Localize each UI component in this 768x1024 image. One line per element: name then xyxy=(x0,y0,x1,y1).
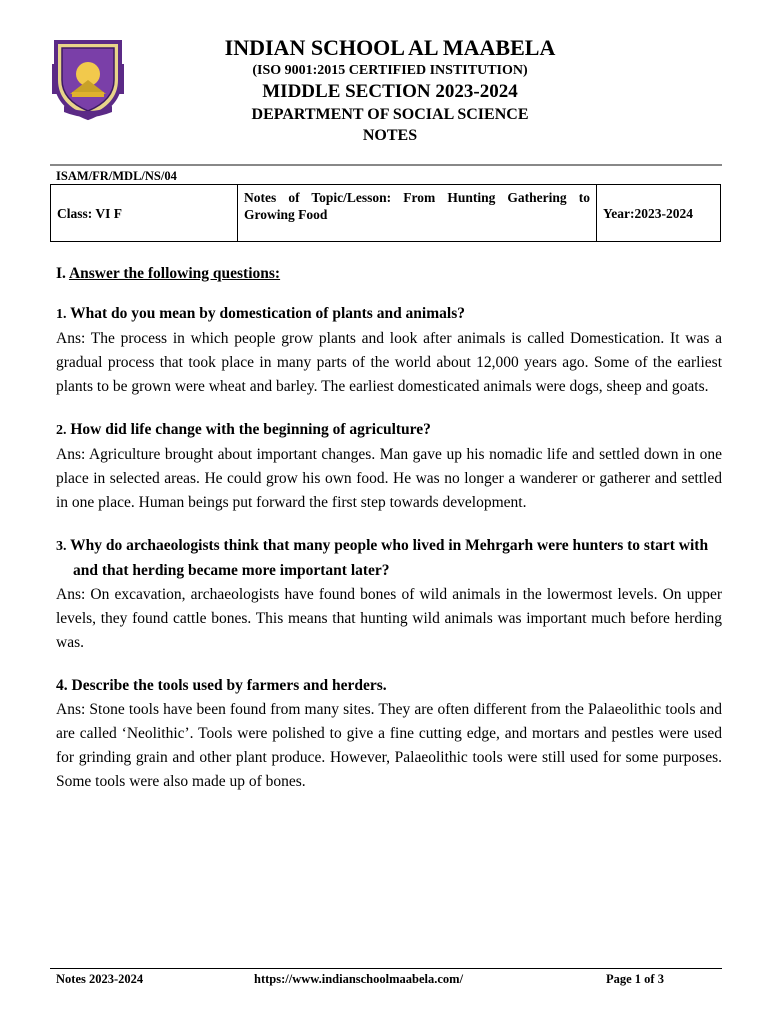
question-number: 1. xyxy=(56,307,67,322)
school-name: INDIAN SCHOOL AL MAABELA xyxy=(224,35,556,60)
topic-cell: Notes of Topic/Lesson: From Hunting Gathering to Growing Food xyxy=(238,185,597,242)
info-table xyxy=(50,184,721,242)
question-4 xyxy=(56,674,722,698)
year-cell: Year:2023-2024 xyxy=(597,185,721,242)
answer-4: Ans: Stone tools have been found from many sites. They are often different from the Palaeolithic tools and are called ‘Neolithic’. Tools were polished to give a fine cutting edge, and mortars and pestles were used for grinding grain and other plant produce. However, Palaeolithic tools were still used for some purposes. Some tools were also made up of bones. xyxy=(56,701,722,790)
school-crest-icon xyxy=(50,36,126,122)
question-2 xyxy=(56,418,722,443)
form-code: ISAM/FR/MDL/NS/04 xyxy=(56,169,177,183)
question-number: 4. xyxy=(56,677,68,694)
question-number: 3. xyxy=(56,539,67,554)
question-text: What do you mean by domestication of plants and animals? xyxy=(70,305,465,322)
answer-1: Ans: The process in which people grow plants and look after animals is called Domestication. It was a gradual process that took place in many parts of the world about 12,000 years ago. Some of the earliest plants to be grown were wheat and barley. The earliest domesticated animals were dogs, sheep and goats. xyxy=(56,330,722,395)
class-cell: Class: VI F xyxy=(51,185,238,242)
section-title: MIDDLE SECTION 2023-2024 xyxy=(262,81,518,102)
question-text: Describe the tools used by farmers and herders. xyxy=(71,677,387,694)
section-heading-text: Answer the following questions: xyxy=(68,265,281,282)
doc-type-title: NOTES xyxy=(362,127,418,144)
answer-3: Ans: On excavation, archaeologists have found bones of wild animals in the lowermost levels. On upper levels, they found cattle bones. This means that hunting wild animals was important much before herding was. xyxy=(56,586,722,651)
document-header xyxy=(160,34,620,146)
footer-page-number: Page 1 of 3 xyxy=(606,972,664,986)
question-number: 2. xyxy=(56,423,67,438)
footer-notes-year: Notes 2023-2024 xyxy=(56,972,144,986)
section-heading xyxy=(56,262,722,286)
question-1 xyxy=(56,302,722,327)
question-text: How did life change with the beginning of agriculture? xyxy=(70,421,431,438)
answer-2: Ans: Agriculture brought about important changes. Man gave up his nomadic life and settled down in one place in selected areas. He could grow his own food. He was no longer a wanderer or gatherer and settled in one place. Human beings put forward the first step towards development. xyxy=(56,446,722,511)
footer-url-link[interactable]: https://www.indianschoolmaabela.com/ xyxy=(254,972,464,986)
department-title: DEPARTMENT OF SOCIAL SCIENCE xyxy=(251,106,529,123)
footer-divider xyxy=(50,968,722,969)
iso-certification: (ISO 9001:2015 CERTIFIED INSTITUTION) xyxy=(252,63,528,78)
question-3 xyxy=(56,534,722,583)
question-text: Why do archaeologists think that many people who lived in Mehrgarh were hunters to start with and that herding became more important later? xyxy=(70,537,709,579)
notes-content xyxy=(56,262,722,813)
section-number: I. xyxy=(56,265,66,282)
header-divider xyxy=(50,164,722,166)
